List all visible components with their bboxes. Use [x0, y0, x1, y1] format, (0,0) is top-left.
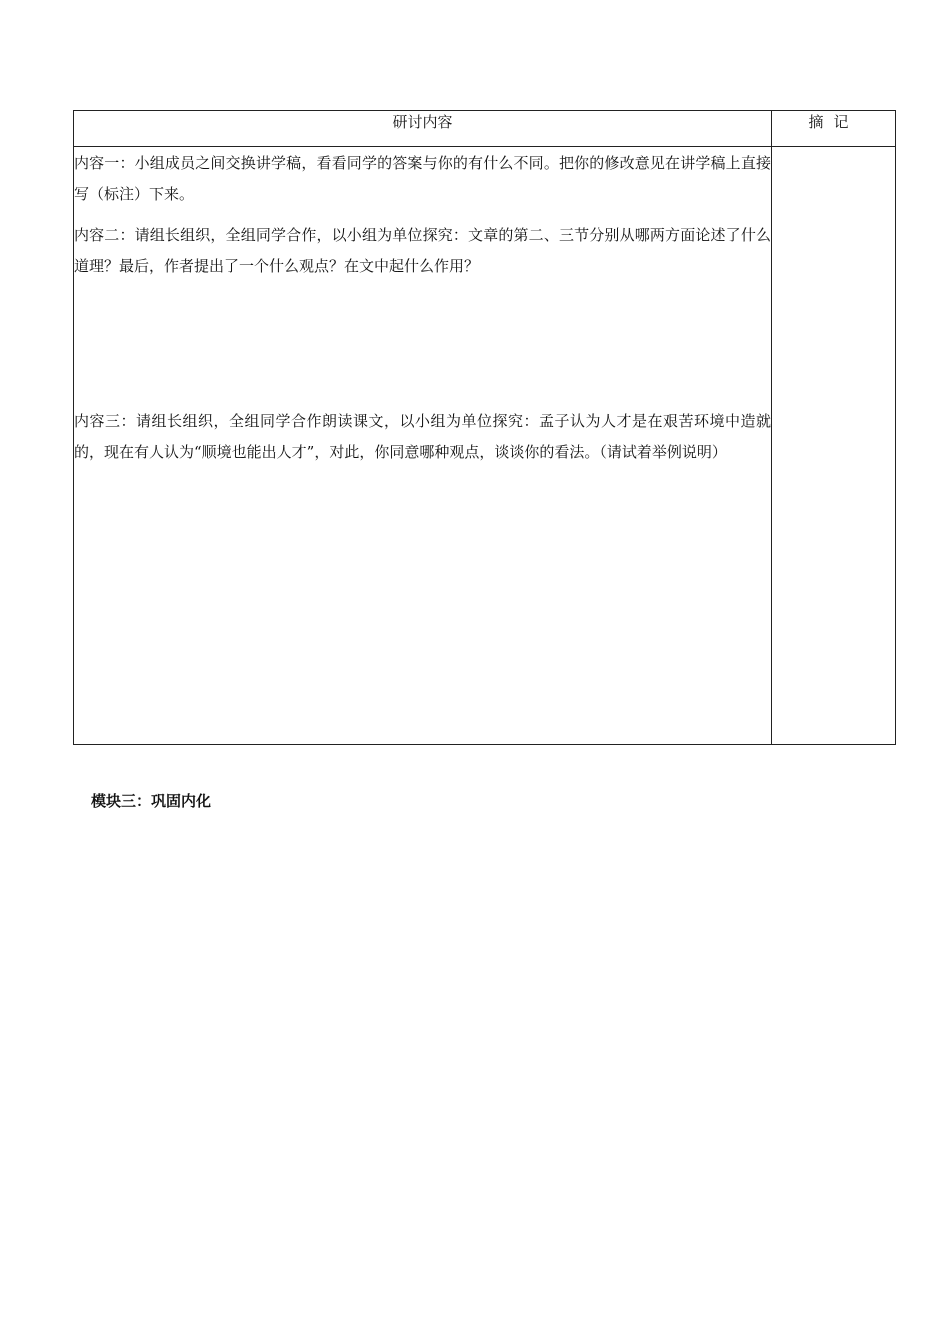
table-body-row	[74, 147, 896, 745]
discussion-table	[73, 110, 896, 745]
content-column-header: 研讨内容	[74, 111, 772, 147]
table-header-row	[74, 111, 896, 147]
notes-column-header: 摘记	[772, 111, 896, 147]
discussion-item-1: 内容一：小组成员之间交换讲学稿，看看同学的答案与你的有什么不同。把你的修改意见在讲学稿上直接写（标注）下来。	[74, 154, 771, 203]
notes-cell[interactable]	[772, 147, 896, 745]
discussion-item-2: 内容二：请组长组织，全组同学合作，以小组为单位探究：文章的第二、三节分别从哪两方面论述了什么道理？最后，作者提出了一个什么观点？在文中起什么作用？	[74, 226, 771, 275]
discussion-item-3: 内容三：请组长组织，全组同学合作朗读课文，以小组为单位探究：孟子认为人才是在艰苦环境中造就的，现在有人认为“顺境也能出人才”，对此，你同意哪种观点，谈谈你的看法。（请试着举例说明）	[74, 412, 771, 461]
discussion-content-cell	[74, 147, 772, 745]
section-heading: 模块三：巩固内化	[91, 792, 212, 810]
